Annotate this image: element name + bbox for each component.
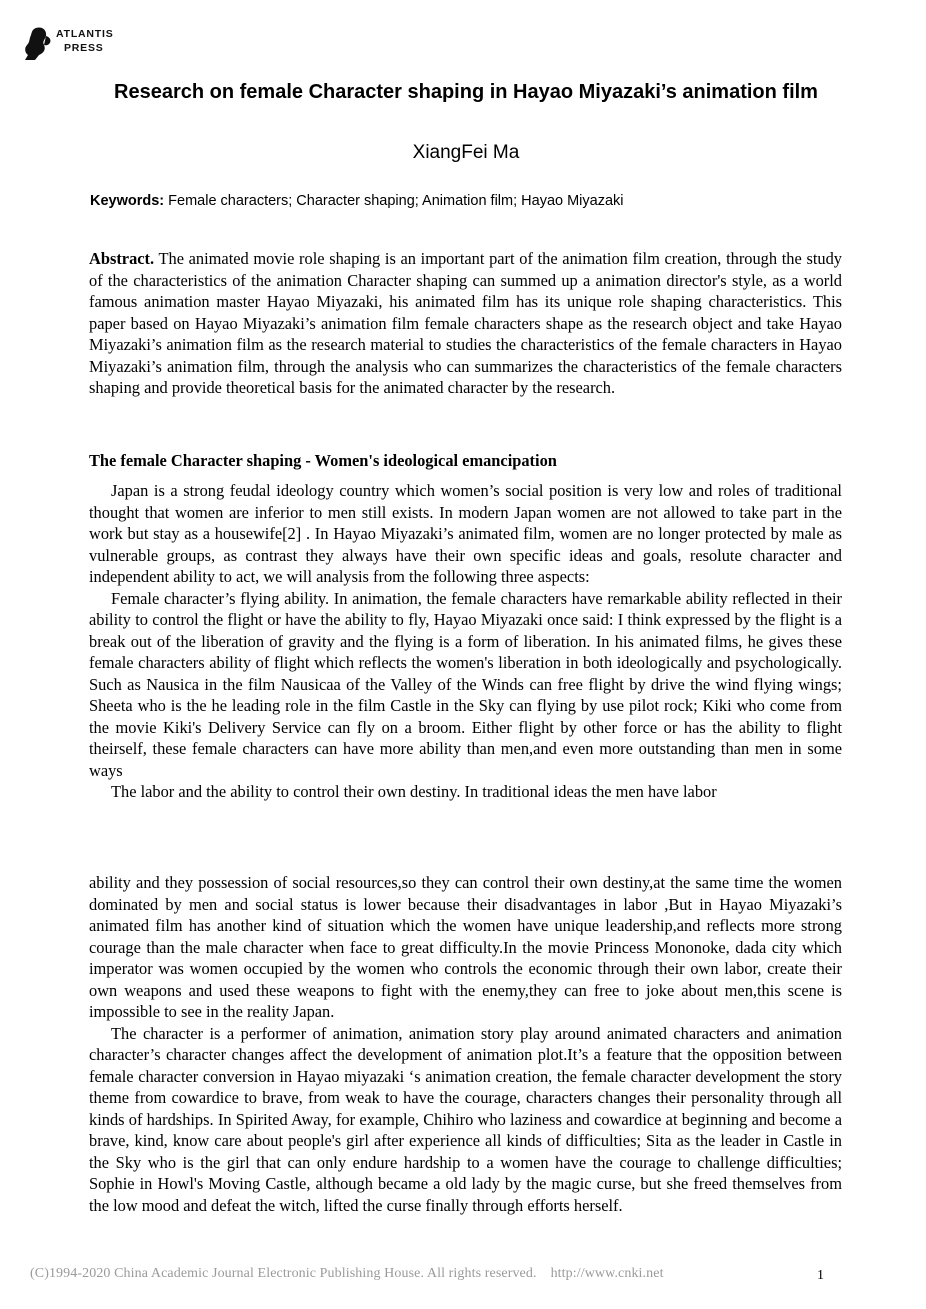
footer-copyright: (C)1994-2020 China Academic Journal Electronic Publishing House. All rights reserved.	[30, 1266, 537, 1281]
paragraph: ability and they possession of social resources,so they can control their own destiny,at the same time the women dominated by men and social status is lower because their disadvantages in labor ,But in Hayao Miyazaki’s animated film has another kind of situation which the women have unique leadership,and reflects more strong courage than the male character when face to great difficulty.In the movie Princess Mononoke, dada city which imperator was women occupied by the women who controls the economic through their own labor, create their own weapons and used these weapons to fight with the enemy,they can free to joke about men,this scene is impossible to see in the reality Japan.	[89, 873, 842, 1021]
keywords-label: Keywords:	[90, 193, 165, 209]
paper-author: XiangFei Ma	[412, 142, 520, 163]
abstract-label: Abstract.	[89, 249, 155, 268]
publisher-logo	[22, 22, 142, 66]
section-2-body	[89, 872, 842, 1216]
footer-watermark	[30, 1266, 664, 1282]
thinker-figure-icon	[22, 24, 56, 64]
footer-url[interactable]: http://www.cnki.net	[550, 1266, 664, 1281]
keywords	[90, 192, 842, 210]
paragraph: The character is a performer of animation, animation story play around animated characters and animation character’s character changes affect the development of animation plot.It’s a feature that the opposition between female character conversion in Hayao miyazaki ‘s animation creation, the female character development the story theme from cowardice to brave, from weak to have the courage, characters changes their personality through all kinds of hardships. In Spirited Away, for example, Chihiro who laziness and cowardice at beginning and become a brave, kind, know care about people's girl after experience all kinds of difficulties; Sita as the leader in Castle in the Sky who is the girl that can only endure hardship to a women have the courage to challenge difficulties; Sophie in Howl's Moving Castle, although became a old lady by the magic curse, but she freed themselves from the low mood and defeat the witch, lifted the curse finally through efforts herself.	[89, 1023, 842, 1215]
logo-line-1: ATLANTIS	[56, 28, 114, 40]
abstract-text: The animated movie role shaping is an important part of the animation film creation, through the study of the characteristics of the animation Character shaping can summed up a animation director's style, as a world famous animation master Hayao Miyazaki, his animated film has its unique role shaping characteristics. This paper based on Hayao Miyazaki’s animation film female characters shape as the research object and take Hayao Miyazaki’s animation film as the research material to studies the characteristics of the female characters in Hayao Miyazaki’s animation film, through the analysis who can summarizes the characteristics of the female characters shaping and provide theoretical basis for the animated character by the research.	[89, 249, 842, 397]
abstract	[89, 248, 842, 399]
logo-line-2: PRESS	[64, 42, 104, 54]
paper-title: Research on female Character shaping in Hayao Miyazaki’s animation film	[114, 81, 818, 103]
paragraph: Female character’s flying ability. In animation, the female characters have remarkable ability reflected in their ability to control the flight or have the ability to fly, Hayao Miyazaki once said: I think expressed by the flight is a break out of the liberation of gravity and the flying is a form of liberation. In his animated films, he gives these female characters ability of flight which reflects the women's liberation in both ideologically and psychologically. Such as Nausica in the film Nausicaa of the Valley of the Winds can free flight by drive the wind flying wings; Sheeta who is the he leading role in the film Castle in the Sky can flying by use pilot rock; Kiki who come from the movie Kiki's Delivery Service can fly on a broom. Either flight by other force or has the ability to flight theirself, these female characters can have more ability than men,and even more outstanding than men in some ways	[89, 588, 842, 780]
keywords-text: Female characters; Character shaping; Animation film; Hayao Miyazaki	[164, 193, 624, 209]
section-heading: The female Character shaping - Women's ideological emancipation	[89, 451, 557, 470]
section-1-body	[89, 480, 842, 803]
paragraph: Japan is a strong feudal ideology country which women’s social position is very low and roles of traditional thought that women are inferior to men still exists. In modern Japan women are not allowed to take part in the work but stay as a housewife[2] . In Hayao Miyazaki’s animated film, women are no longer protected by male as vulnerable groups, as contrast they always have their own specific ideas and goals, resolute character and independent ability to act, we will analysis from the following three aspects:	[89, 481, 842, 586]
page-number: 1	[817, 1268, 824, 1283]
paragraph: The labor and the ability to control their own destiny. In traditional ideas the men have labor	[111, 782, 717, 801]
